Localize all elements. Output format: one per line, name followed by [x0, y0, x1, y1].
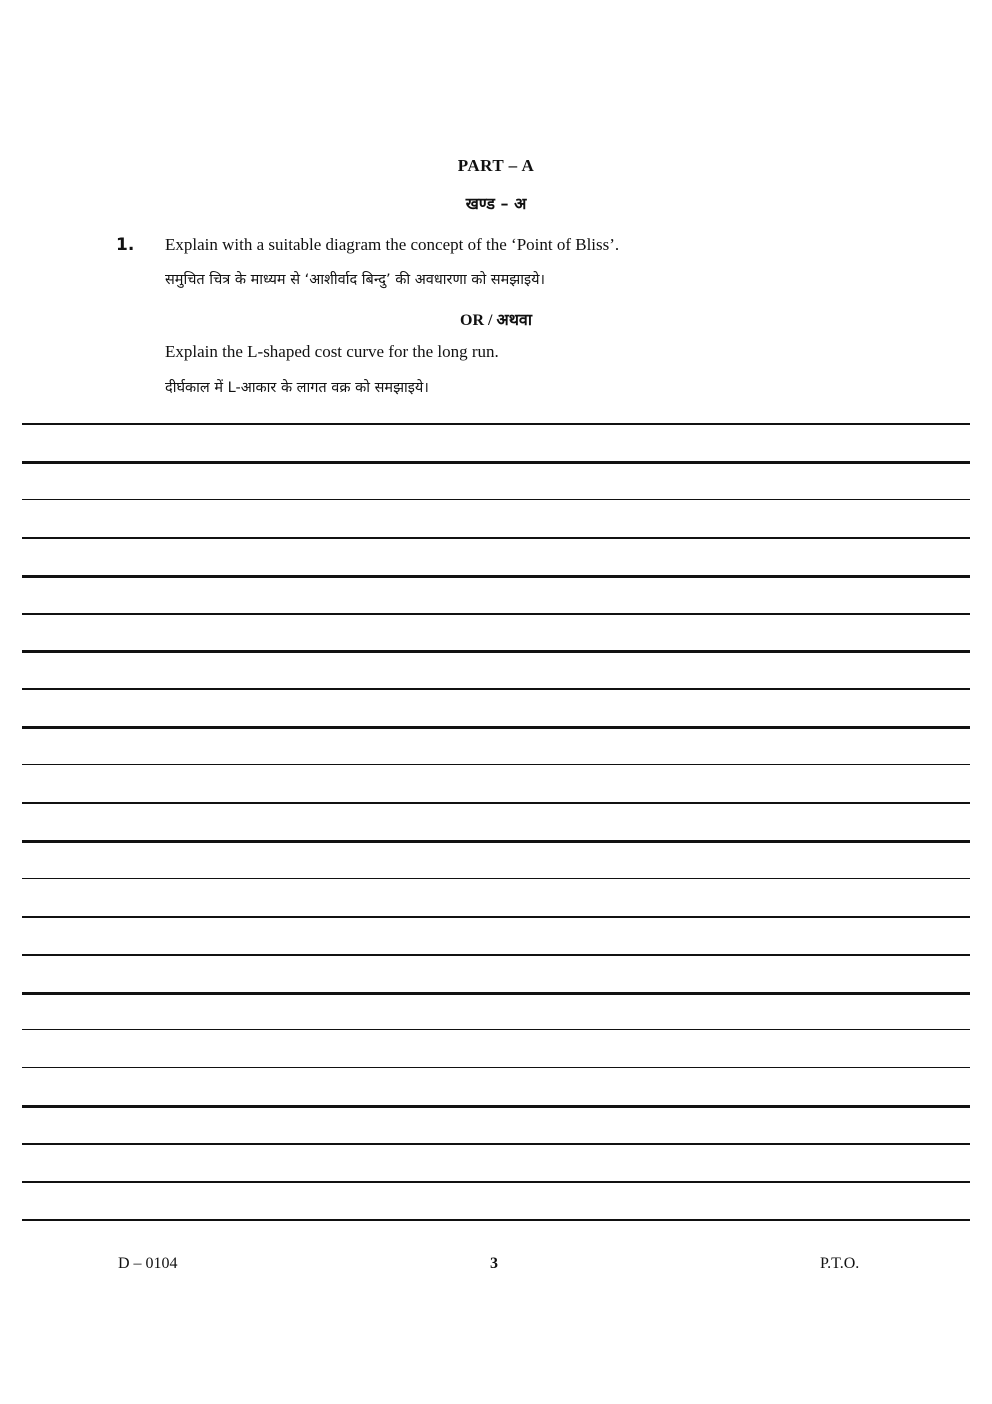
answer-line [22, 1143, 970, 1145]
answer-line [22, 461, 970, 464]
answer-line [22, 1219, 970, 1221]
answer-line [22, 916, 970, 918]
part-title-hindi: खण्ड – अ [465, 194, 527, 213]
answer-line [22, 688, 970, 690]
answer-line [22, 726, 970, 729]
answer-line [22, 878, 970, 879]
or-label: OR / अथवा [460, 312, 532, 329]
alternative-question-text-hindi: दीर्घकाल में L-आकार के लागत वक्र को समझाइये। [165, 380, 429, 396]
answer-line [22, 499, 970, 500]
question-text: Explain with a suitable diagram the concept of the ‘Point of Bliss’. [165, 235, 620, 254]
answer-line [22, 650, 970, 653]
answer-line [22, 840, 970, 843]
answer-line [22, 1029, 970, 1030]
alternative-question-text: Explain the L-shaped cost curve for the long run. [165, 342, 499, 361]
answer-line [22, 992, 970, 995]
paper-code: D – 0104 [118, 1255, 178, 1272]
answer-line [22, 423, 970, 425]
part-title: PART – A [457, 156, 535, 175]
answer-line [22, 575, 970, 578]
pto-label: P.T.O. [820, 1255, 860, 1272]
answer-line [22, 1067, 970, 1068]
answer-line [22, 537, 970, 539]
question-text-hindi: समुचित चित्र के माध्यम से ‘आशीर्वाद बिन्दु’ की अवधारणा को समझाइये। [165, 272, 546, 288]
answer-line [22, 764, 970, 765]
page-number: 3 [490, 1255, 498, 1272]
answer-line [22, 1105, 970, 1108]
answer-line [22, 802, 970, 804]
answer-line [22, 954, 970, 956]
answer-line [22, 1181, 970, 1183]
answer-line [22, 613, 970, 615]
question-number: 1. [116, 235, 135, 255]
